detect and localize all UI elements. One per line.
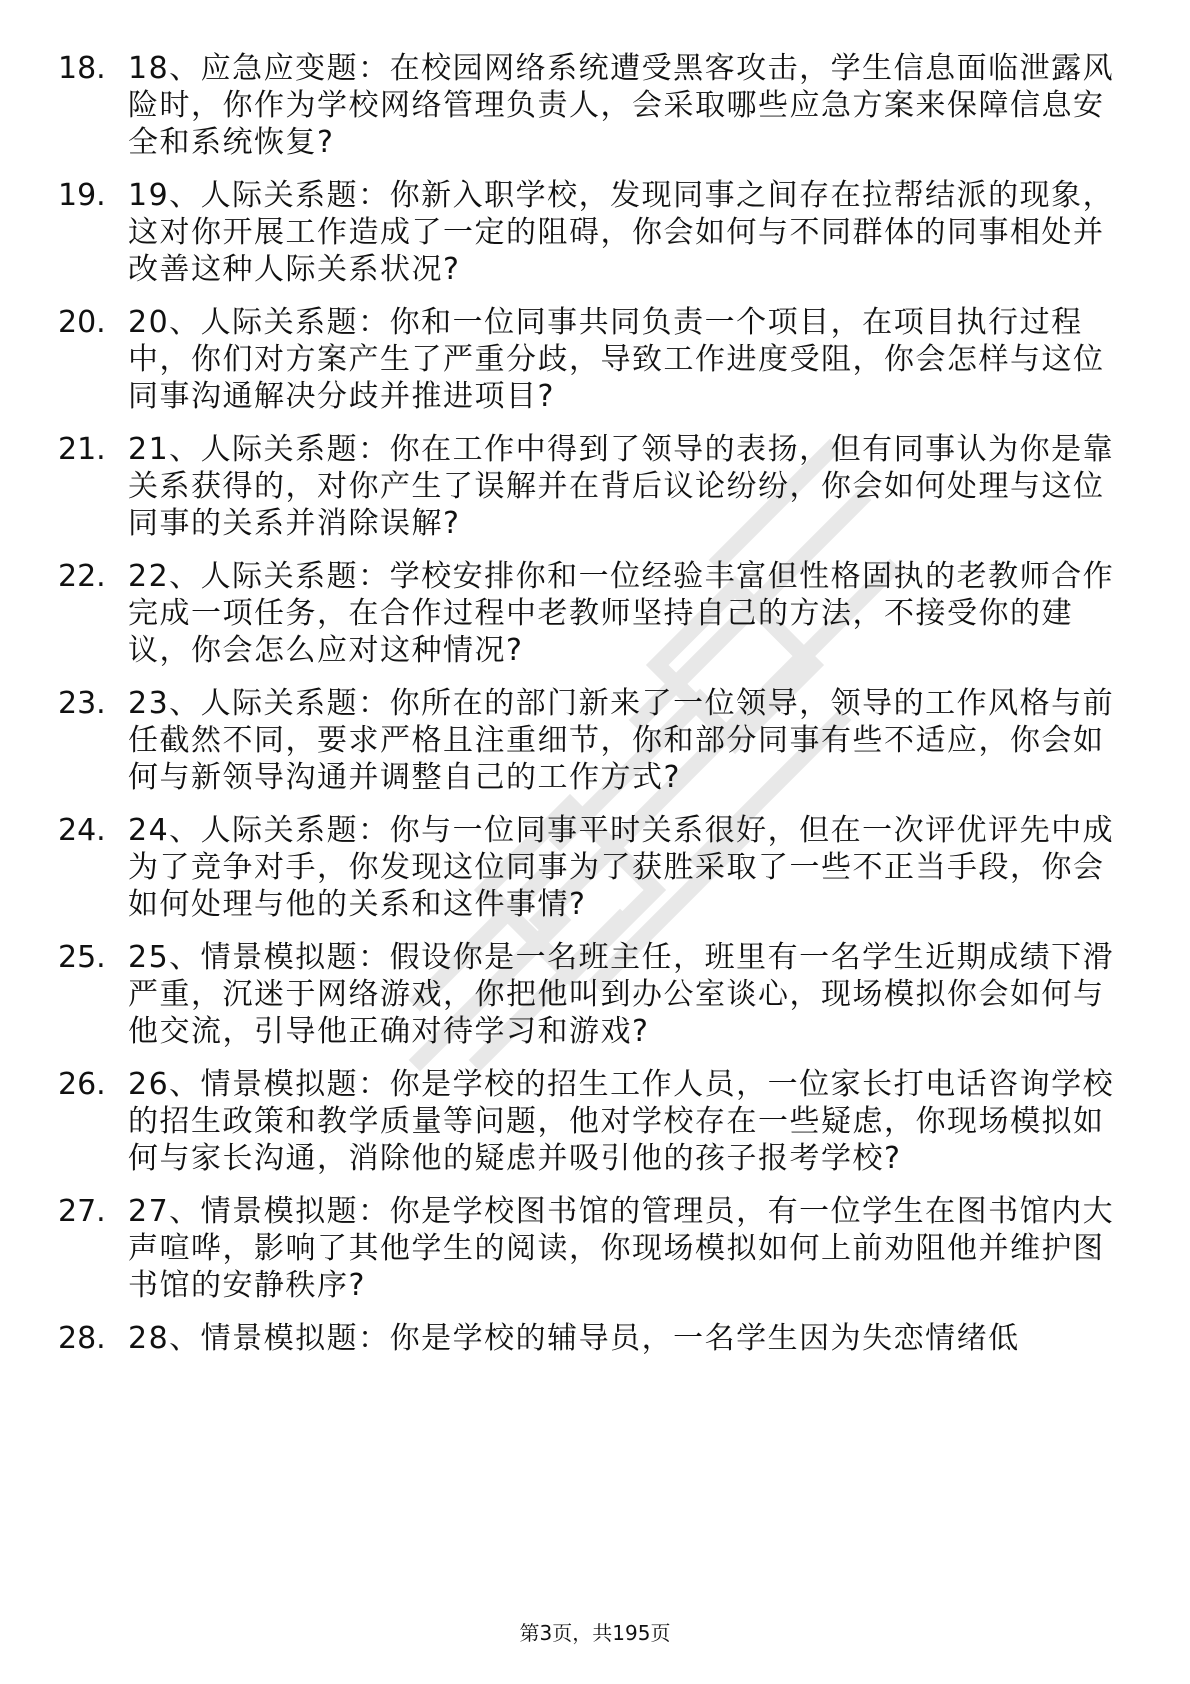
question-number: 28. <box>58 1321 106 1356</box>
list-item <box>58 50 1128 161</box>
question-number: 18. <box>58 51 106 86</box>
page-number-label: 第3页，共195页 <box>519 1621 671 1645</box>
question-text: 24、人际关系题：你与一位同事平时关系很好，但在一次评优评先中成为了竞争对手，你发现这位同事为了获胜采取了一些不正当手段，你会如何处理与他的关系和这件事情? <box>128 813 1115 922</box>
question-text: 21、人际关系题：你在工作中得到了领导的表扬，但有同事认为你是靠关系获得的，对你产生了误解并在背后议论纷纷，你会如何处理与这位同事的关系并消除误解? <box>128 432 1115 541</box>
list-item <box>58 1193 1128 1304</box>
page-footer <box>0 1620 1190 1646</box>
question-text: 25、情景模拟题：假设你是一名班主任，班里有一名学生近期成绩下滑严重，沉迷于网络游戏，你把他叫到办公室谈心，现场模拟你会如何与他交流，引导他正确对待学习和游戏? <box>128 940 1115 1049</box>
question-number: 22. <box>58 559 106 594</box>
list-item <box>58 1320 1128 1357</box>
question-number: 26. <box>58 1067 106 1102</box>
question-number: 25. <box>58 940 106 975</box>
question-number: 20. <box>58 305 106 340</box>
question-text: 20、人际关系题：你和一位同事共同负责一个项目，在项目执行过程中，你们对方案产生了严重分歧，导致工作进度受阻，你会怎样与这位同事沟通解决分歧并推进项目? <box>128 305 1105 414</box>
question-text: 18、应急应变题：在校园网络系统遭受黑客攻击，学生信息面临泄露风险时，你作为学校网络管理负责人，会采取哪些应急方案来保障信息安全和系统恢复? <box>128 51 1115 160</box>
question-text: 19、人际关系题：你新入职学校，发现同事之间存在拉帮结派的现象，这对你开展工作造成了一定的阻碍，你会如何与不同群体的同事相处并改善这种人际关系状况? <box>128 178 1115 287</box>
question-text: 22、人际关系题：学校安排你和一位经验丰富但性格固执的老教师合作完成一项任务，在合作过程中老教师坚持自己的方法，不接受你的建议，你会怎么应对这种情况? <box>128 559 1115 668</box>
list-item <box>58 939 1128 1050</box>
list-item <box>58 1066 1128 1177</box>
question-list <box>58 50 1128 1373</box>
question-number: 27. <box>58 1194 106 1229</box>
list-item <box>58 558 1128 669</box>
question-text: 23、人际关系题：你所在的部门新来了一位领导，领导的工作风格与前任截然不同，要求严格且注重细节，你和部分同事有些不适应，你会如何与新领导沟通并调整自己的工作方式? <box>128 686 1115 795</box>
question-text: 26、情景模拟题：你是学校的招生工作人员，一位家长打电话咨询学校的招生政策和教学质量等问题，他对学校存在一些疑虑，你现场模拟如何与家长沟通，消除他的疑虑并吸引他的孩子报考学校? <box>128 1067 1115 1176</box>
question-number: 24. <box>58 813 106 848</box>
list-item <box>58 812 1128 923</box>
list-item <box>58 304 1128 415</box>
question-number: 19. <box>58 178 106 213</box>
question-text: 28、情景模拟题：你是学校的辅导员，一名学生因为失恋情绪低 <box>128 1321 1020 1356</box>
list-item <box>58 177 1128 288</box>
question-number: 23. <box>58 686 106 721</box>
question-number: 21. <box>58 432 106 467</box>
list-item <box>58 431 1128 542</box>
question-text: 27、情景模拟题：你是学校图书馆的管理员，有一位学生在图书馆内大声喧哗，影响了其他学生的阅读，你现场模拟如何上前劝阻他并维护图书馆的安静秩序? <box>128 1194 1115 1303</box>
list-item <box>58 685 1128 796</box>
